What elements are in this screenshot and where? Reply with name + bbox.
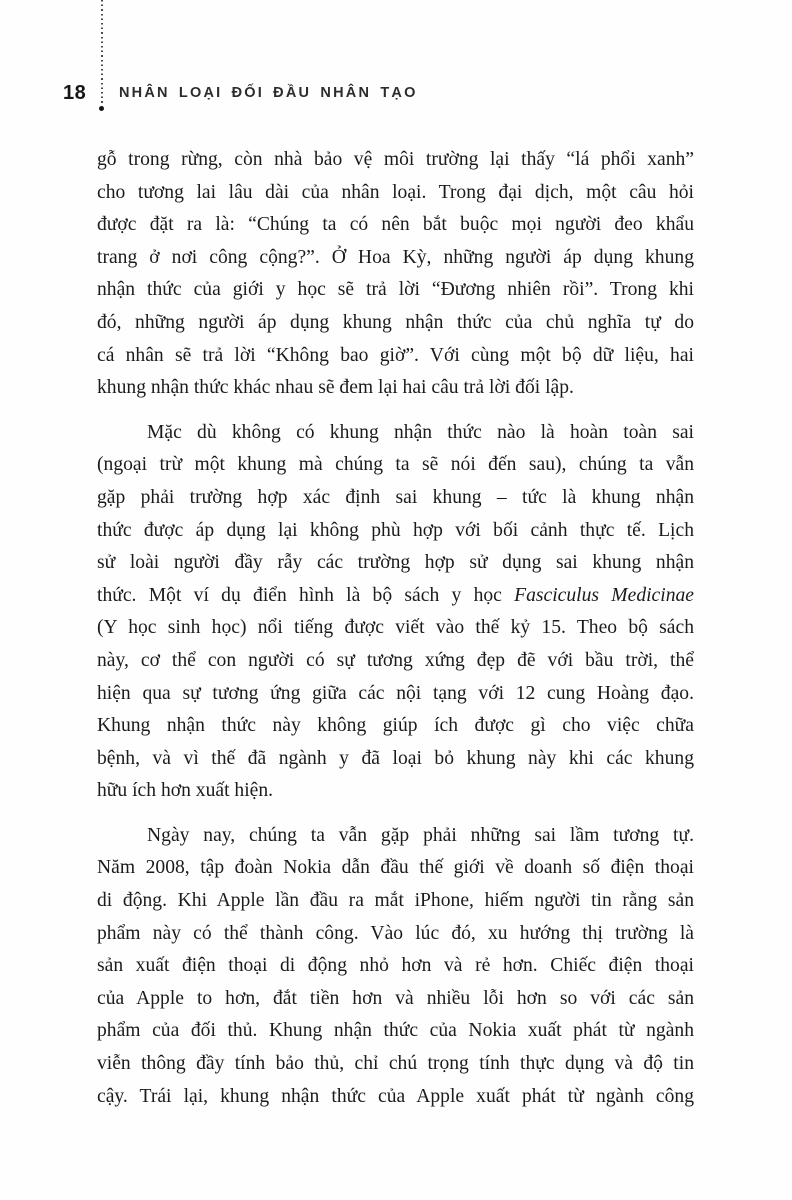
text-line: cậy. Trái lại, khung nhận thức của Apple xuất phát từ ngành công: [97, 1085, 694, 1107]
text-line: đó, những người áp dụng khung nhận thức của chủ nghĩa tự do: [97, 311, 694, 333]
text-line: gặp phải trường hợp xác định sai khung – tức là khung nhận: [97, 486, 694, 508]
paragraph: [97, 417, 694, 808]
text-line: nhận thức của giới y học sẽ trả lời “Đương nhiên rồi”. Trong khi: [97, 279, 694, 301]
text-line: của Apple to hơn, đắt tiền hơn và nhiều lỗi hơn so với các sản: [97, 987, 694, 1009]
text-line: hữu ích hơn xuất hiện.: [97, 780, 274, 802]
text-line: cho tương lai lâu dài của nhân loại. Trong đại dịch, một câu hỏi: [97, 181, 694, 203]
text-line: Năm 2008, tập đoàn Nokia dẫn đầu thế giới về doanh số điện thoại: [97, 857, 694, 879]
text-line: phẩm của đối thủ. Khung nhận thức của Nokia xuất phát từ ngành: [97, 1020, 694, 1042]
text-line: bệnh, và vì thế đã ngành y đã loại bỏ khung này khi các khung: [97, 747, 694, 769]
text-line: cá nhân sẽ trả lời “Không bao giờ”. Với cùng một bộ dữ liệu, hai: [97, 344, 694, 366]
text-line: (ngoại trừ một khung mà chúng ta sẽ nói đến sau), chúng ta vẫn: [97, 454, 694, 476]
text-line: hiện qua sự tương ứng giữa các nội tạng với 12 cung Hoàng đạo.: [97, 682, 694, 704]
text-line: được đặt ra là: “Chúng ta có nên bắt buộc mọi người đeo khẩu: [97, 214, 694, 236]
text-line: viễn thông đầy tính bảo thủ, chỉ chú trọng tính thực dụng và độ tin: [97, 1053, 694, 1075]
body-text: [97, 144, 694, 1113]
running-header-title: NHÂN LOẠI ĐỐI ĐẦU NHÂN TẠO: [119, 85, 418, 101]
text-line: Mặc dù không có khung nhận thức nào là hoàn toàn sai: [147, 421, 694, 443]
text-line: gỗ trong rừng, còn nhà bảo vệ môi trường lại thấy “lá phổi xanh”: [97, 149, 694, 170]
text-line: này, cơ thể con người có sự tương xứng đẹp đẽ với bầu trời, thể: [97, 649, 694, 671]
text-line: trang ở nơi công cộng?”. Ở Hoa Kỳ, những người áp dụng khung: [97, 246, 694, 268]
text-line: sử loài người đầy rẫy các trường hợp sử dụng sai khung nhận: [97, 552, 694, 574]
text-line: (Y học sinh học) nổi tiếng được viết vào thế kỷ 15. Theo bộ sách: [97, 617, 694, 639]
text-line: Khung nhận thức này không giúp ích được gì cho việc chữa: [97, 715, 694, 737]
text-line: khung nhận thức khác nhau sẽ đem lại hai câu trả lời đối lập.: [97, 377, 574, 399]
paragraph: [97, 144, 694, 405]
page-number: 18: [63, 82, 87, 104]
header-dotted-divider: [101, 0, 103, 103]
text-line: sản xuất điện thoại di động nhỏ hơn và rẻ hơn. Chiếc điện thoại: [97, 955, 694, 977]
text-line: di động. Khi Apple lần đầu ra mắt iPhone, hiếm người tin rằng sản: [97, 890, 694, 912]
text-line: thức được áp dụng lại không phù hợp với bối cảnh thực tế. Lịch: [97, 519, 694, 541]
text-line-with-italic-book-title: thức. Một ví dụ điển hình là bộ sách y học Fasciculus Medicinae: [97, 584, 694, 606]
paragraph: [97, 820, 694, 1113]
text-line: Ngày nay, chúng ta vẫn gặp phải những sai lầm tương tự.: [147, 824, 694, 846]
header-divider-end-dot: [99, 106, 104, 111]
book-title-italic: Fasciculus Medicinae: [514, 584, 694, 606]
text-line: phẩm này có thể thành công. Vào lúc đó, xu hướng thị trường là: [97, 922, 694, 944]
